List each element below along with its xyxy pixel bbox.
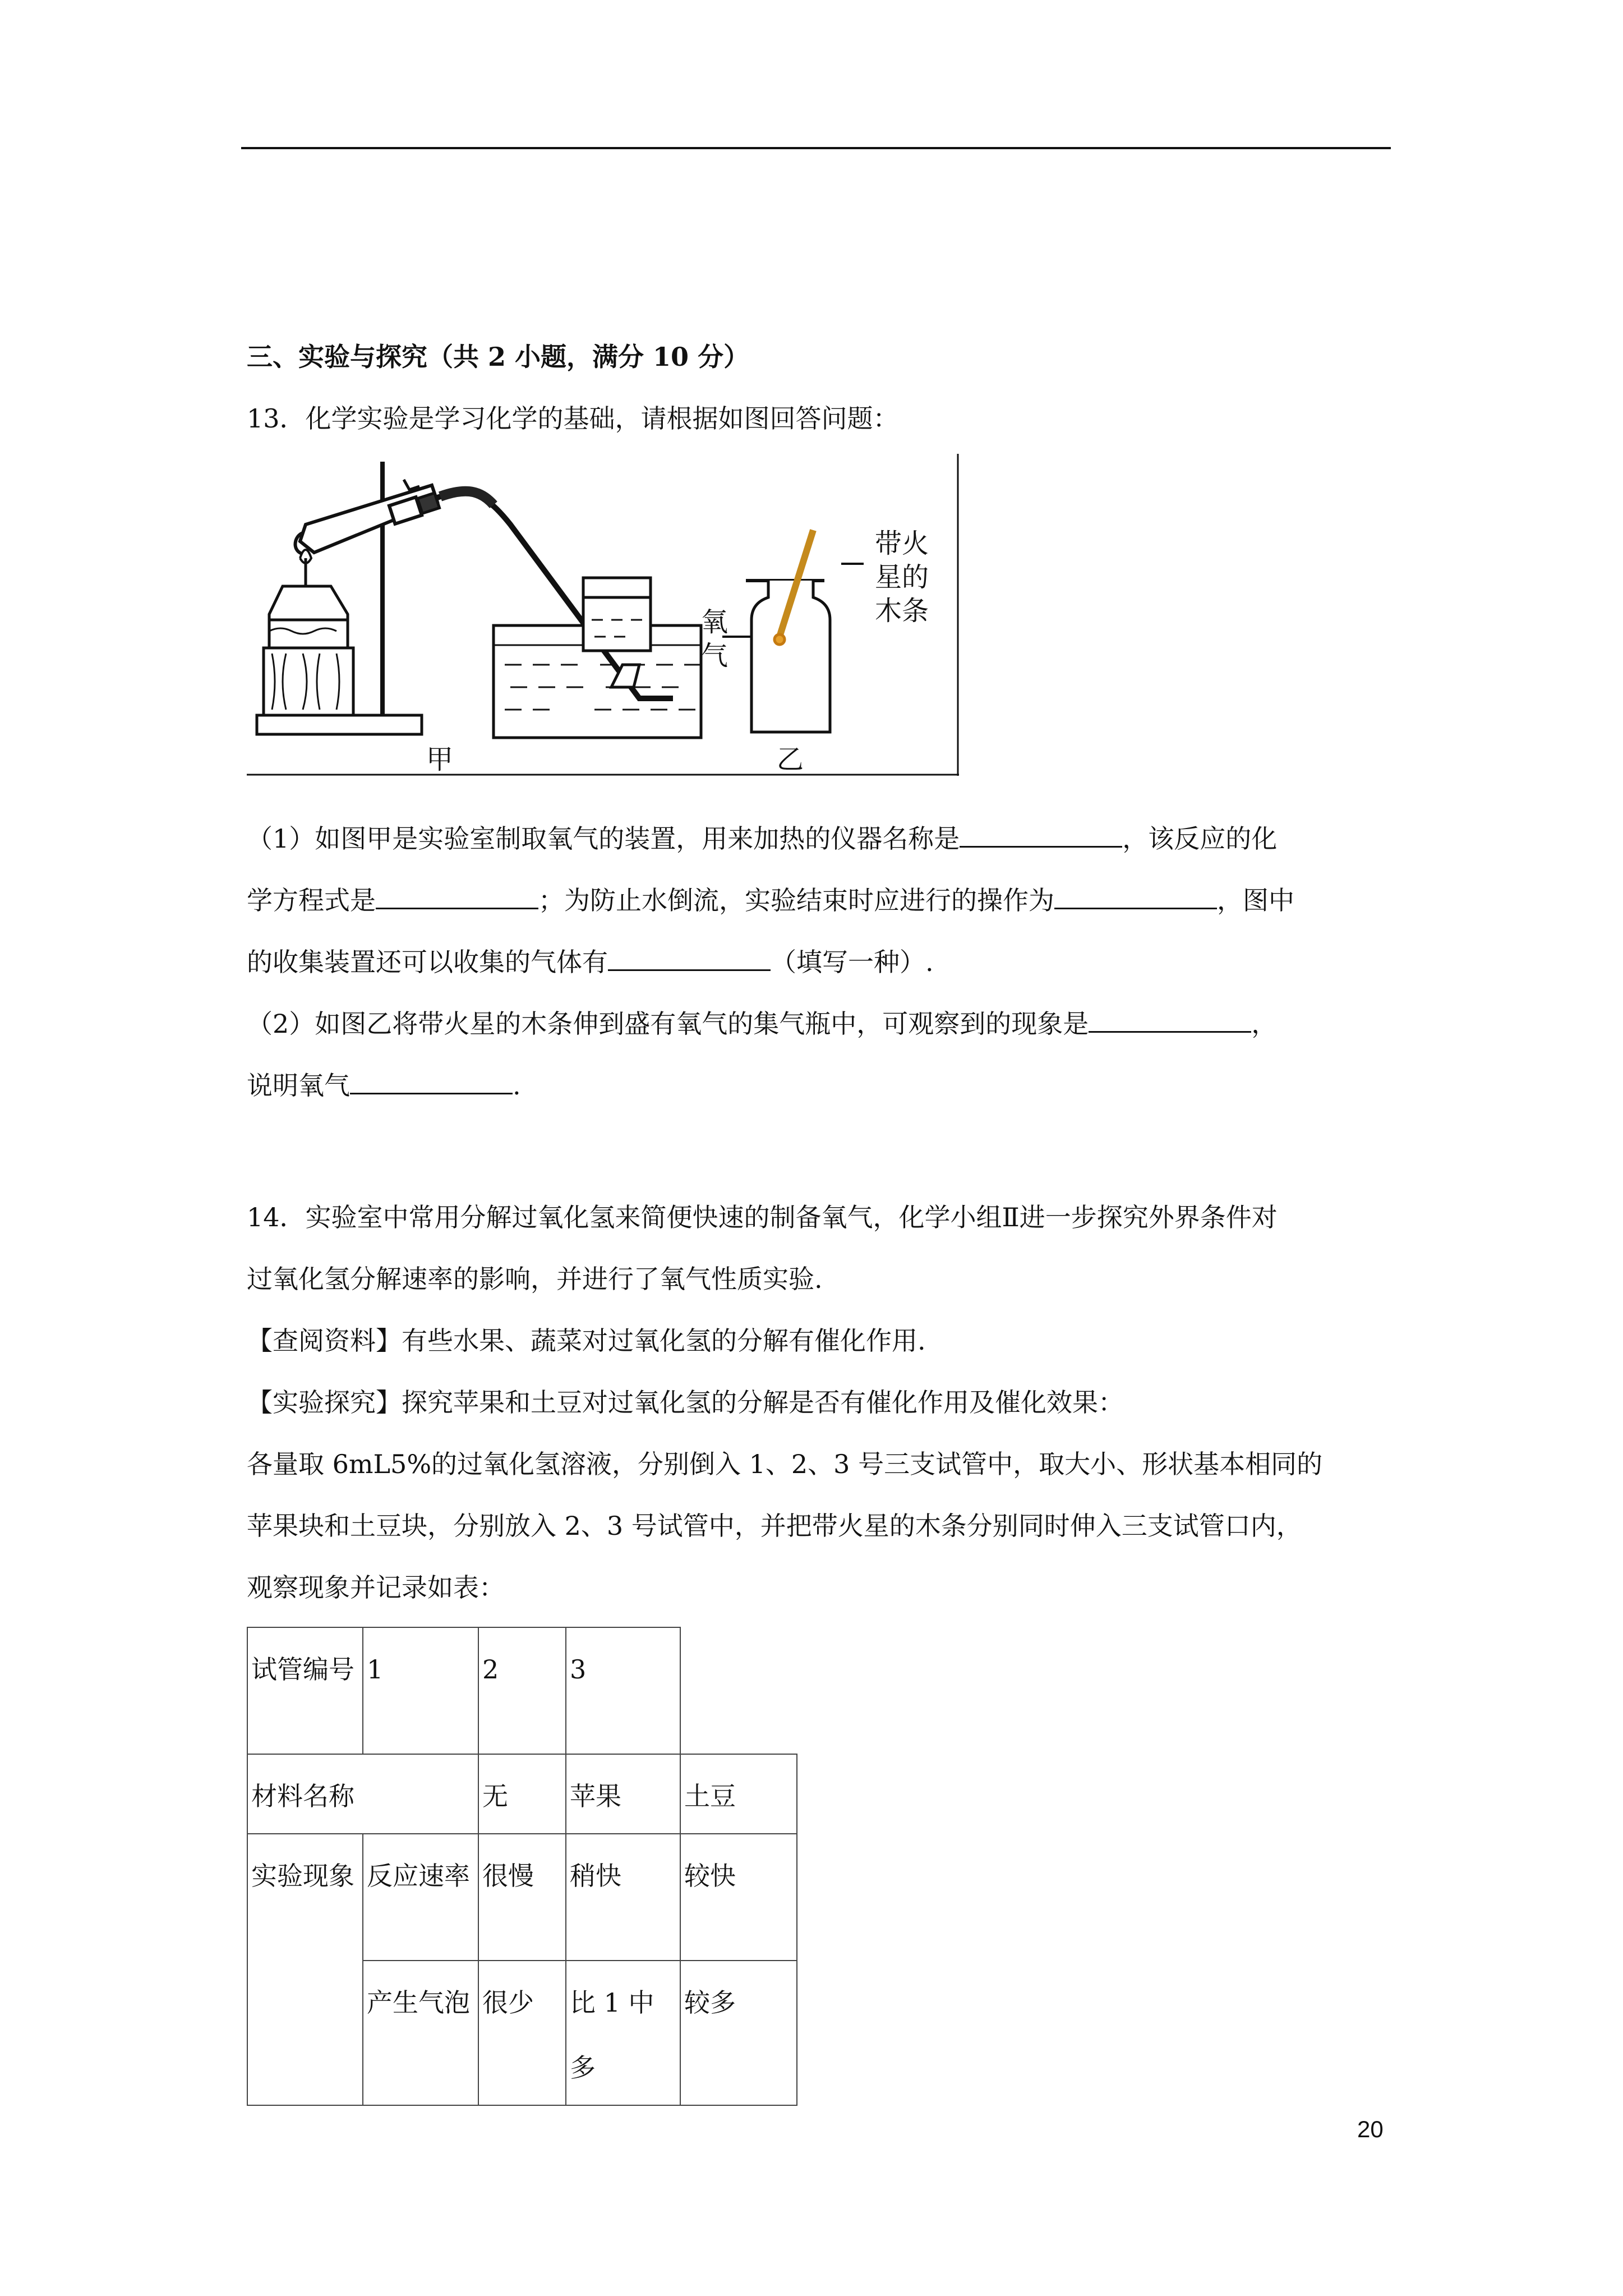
- text: ，: [1251, 1009, 1278, 1039]
- table-cell: 反应速率: [363, 1834, 478, 1961]
- q14-line1: 14．实验室中常用分解过氧化氢来简便快速的制备氧气，化学小组Ⅱ进一步探究外界条件对: [247, 1202, 1278, 1232]
- table-cell: 产生气泡: [363, 1961, 478, 2105]
- label-jia: 甲: [426, 744, 454, 775]
- table-row: [247, 1627, 797, 1754]
- label-splint-1: 带火: [875, 528, 929, 559]
- label-oxygen-1: 氧: [701, 606, 728, 638]
- table-cell: 苹果: [566, 1754, 680, 1834]
- test-tube: [295, 480, 439, 554]
- observation-table: [247, 1627, 797, 2106]
- q14-line2: 过氧化氢分解速率的影响，并进行了氧气性质实验.: [247, 1264, 823, 1294]
- text: ；为防止水倒流，实验结束时应进行的操作为: [538, 885, 1054, 915]
- stand-base: [257, 715, 422, 734]
- table-cell: 1: [363, 1627, 478, 1754]
- text: （2）如图乙将带火星的木条伸到盛有氧气的集气瓶中，可观察到的现象是: [247, 1009, 1089, 1039]
- table-cell: 2: [478, 1627, 566, 1754]
- q14-line6: 苹果块和土豆块，分别放入 2、3 号试管中，并把带火星的木条分别同时伸入三支试管口内，: [247, 1511, 1302, 1541]
- answer-blank-property[interactable]: [350, 1067, 513, 1094]
- q13-part1-line3: [247, 944, 934, 979]
- label-oxygen-2: 气: [701, 640, 728, 671]
- table-cell: 实验现象: [247, 1834, 363, 2105]
- text: 学方程式是: [247, 885, 376, 915]
- q13-part1-line1: [247, 820, 1277, 855]
- table-cell: 很少: [478, 1961, 566, 2105]
- q14-line4: 【实验探究】探究苹果和土豆对过氧化氢的分解是否有催化作用及催化效果：: [247, 1387, 1124, 1418]
- q14-line5: 各量取 6mL5%的过氧化氢溶液，分别倒入 1、2、3 号三支试管中，取大小、形状基本相同的: [247, 1449, 1323, 1479]
- table-cell-empty: [680, 1627, 797, 1754]
- alcohol-lamp: [269, 550, 348, 648]
- table-cell: 较多: [680, 1961, 797, 2105]
- table-cell: 较快: [680, 1834, 797, 1961]
- table-cell: 试管编号: [247, 1627, 363, 1754]
- header-rule: [241, 147, 1391, 149]
- answer-blank-equation[interactable]: [376, 882, 538, 909]
- q14-line3: 【查阅资料】有些水果、蔬菜对过氧化氢的分解有催化作用.: [247, 1326, 926, 1356]
- table-cell: 比 1 中多: [566, 1961, 680, 2105]
- q13-part1-line2: [247, 882, 1294, 917]
- q13-part2-line2: [247, 1067, 521, 1102]
- text: ，该反应的化: [1122, 823, 1278, 854]
- label-yi: 乙: [777, 744, 804, 775]
- text: ，图中: [1217, 885, 1294, 915]
- section-title: 三、实验与探究（共 2 小题，满分 10 分）: [247, 342, 750, 372]
- answer-blank-phenomenon[interactable]: [1089, 1005, 1251, 1033]
- text: .: [513, 1070, 521, 1101]
- text: 的收集装置还可以收集的气体有: [247, 947, 608, 977]
- answer-blank-gas[interactable]: [608, 944, 771, 971]
- table-cell: 无: [478, 1754, 566, 1834]
- q13-part2-line1: [247, 1005, 1277, 1041]
- answer-blank-heater[interactable]: [960, 820, 1122, 848]
- text: （1）如图甲是实验室制取氧气的装置，用来加热的仪器名称是: [247, 823, 960, 854]
- q14-line7: 观察现象并记录如表：: [247, 1572, 505, 1603]
- question-13-stem: 13．化学实验是学习化学的基础，请根据如图回答问题：: [247, 403, 899, 434]
- gas-jar: [722, 581, 830, 732]
- table-row: [247, 1834, 797, 1961]
- wooden-block: [264, 648, 353, 715]
- apparatus-figure: [247, 452, 960, 777]
- table-cell: 材料名称: [247, 1754, 478, 1834]
- text: 说明氧气: [247, 1070, 350, 1101]
- table-cell: 3: [566, 1627, 680, 1754]
- label-splint-3: 木条: [875, 595, 929, 627]
- text: （填写一种）.: [771, 947, 934, 977]
- table-cell: 土豆: [680, 1754, 797, 1834]
- answer-blank-operation[interactable]: [1054, 882, 1217, 909]
- table-row: [247, 1754, 797, 1834]
- table-cell: 很慢: [478, 1834, 566, 1961]
- page-number: 20: [1357, 2116, 1384, 2142]
- table-cell: 稍快: [566, 1834, 680, 1961]
- label-splint-2: 星的: [875, 562, 929, 593]
